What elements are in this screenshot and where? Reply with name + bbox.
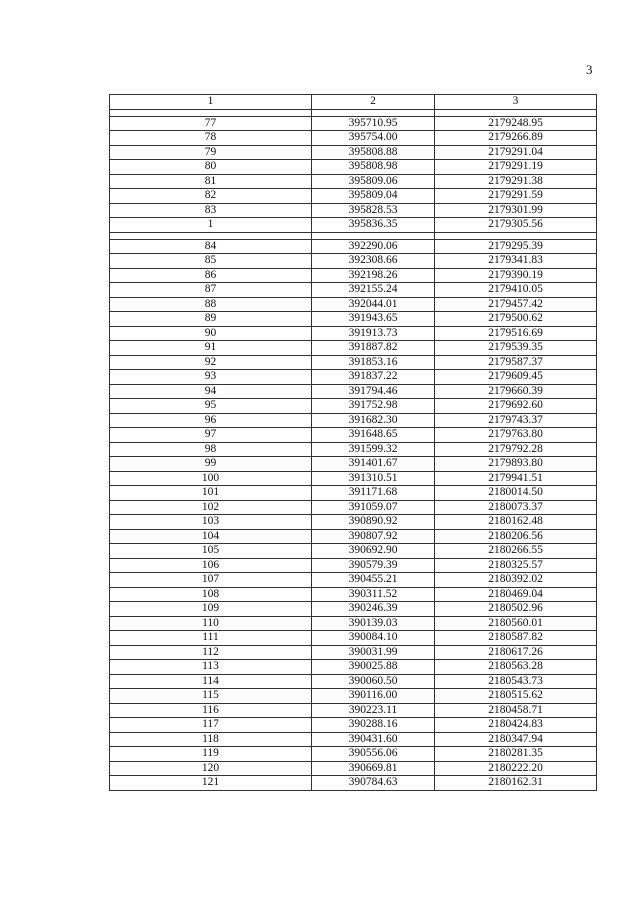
y-coordinate-cell: 2180587.82 <box>435 631 597 646</box>
point-number-cell: 120 <box>110 761 312 776</box>
separator-row <box>110 109 597 116</box>
table-row <box>110 616 597 631</box>
point-number-cell: 117 <box>110 718 312 733</box>
point-number-cell: 85 <box>110 254 312 269</box>
x-coordinate-cell: 391837.22 <box>312 370 435 385</box>
y-coordinate-cell: 2179341.83 <box>435 254 597 269</box>
separator-row <box>110 232 597 239</box>
point-number-cell: 84 <box>110 239 312 254</box>
point-number-cell: 96 <box>110 413 312 428</box>
table-row <box>110 732 597 747</box>
x-coordinate-cell: 395710.95 <box>312 116 435 131</box>
y-coordinate-cell: 2179291.59 <box>435 189 597 204</box>
y-coordinate-cell: 2179609.45 <box>435 370 597 385</box>
y-coordinate-cell: 2180266.55 <box>435 544 597 559</box>
table-row <box>110 544 597 559</box>
x-coordinate-cell: 395808.98 <box>312 160 435 175</box>
y-coordinate-cell: 2180206.56 <box>435 529 597 544</box>
table-row <box>110 254 597 269</box>
point-number-cell: 102 <box>110 500 312 515</box>
separator-cell <box>110 232 312 239</box>
x-coordinate-cell: 391853.16 <box>312 355 435 370</box>
table-row <box>110 776 597 791</box>
table-row <box>110 355 597 370</box>
x-coordinate-cell: 391059.07 <box>312 500 435 515</box>
column-header-y: 3 <box>435 95 597 110</box>
point-number-cell: 79 <box>110 145 312 160</box>
x-coordinate-cell: 391887.82 <box>312 341 435 356</box>
table-row <box>110 370 597 385</box>
column-header-point: 1 <box>110 95 312 110</box>
coordinates-table <box>109 94 597 791</box>
table-row <box>110 703 597 718</box>
table-row <box>110 631 597 646</box>
x-coordinate-cell: 390431.60 <box>312 732 435 747</box>
x-coordinate-cell: 390890.92 <box>312 515 435 530</box>
point-number-cell: 78 <box>110 131 312 146</box>
table-row <box>110 399 597 414</box>
point-number-cell: 115 <box>110 689 312 704</box>
y-coordinate-cell: 2180014.50 <box>435 486 597 501</box>
y-coordinate-cell: 2179587.37 <box>435 355 597 370</box>
y-coordinate-cell: 2180347.94 <box>435 732 597 747</box>
x-coordinate-cell: 390031.99 <box>312 645 435 660</box>
x-coordinate-cell: 390139.03 <box>312 616 435 631</box>
point-number-cell: 90 <box>110 326 312 341</box>
y-coordinate-cell: 2179266.89 <box>435 131 597 146</box>
point-number-cell: 91 <box>110 341 312 356</box>
point-number-cell: 86 <box>110 268 312 283</box>
y-coordinate-cell: 2179763.80 <box>435 428 597 443</box>
y-coordinate-cell: 2180325.57 <box>435 558 597 573</box>
table-row <box>110 515 597 530</box>
separator-cell <box>435 109 597 116</box>
y-coordinate-cell: 2180563.28 <box>435 660 597 675</box>
point-number-cell: 99 <box>110 457 312 472</box>
point-number-cell: 81 <box>110 174 312 189</box>
y-coordinate-cell: 2179291.19 <box>435 160 597 175</box>
y-coordinate-cell: 2180162.31 <box>435 776 597 791</box>
y-coordinate-cell: 2179291.04 <box>435 145 597 160</box>
x-coordinate-cell: 395754.00 <box>312 131 435 146</box>
x-coordinate-cell: 390455.21 <box>312 573 435 588</box>
y-coordinate-cell: 2179941.51 <box>435 471 597 486</box>
table-row <box>110 203 597 218</box>
point-number-cell: 82 <box>110 189 312 204</box>
point-number-cell: 113 <box>110 660 312 675</box>
point-number-cell: 106 <box>110 558 312 573</box>
table-row <box>110 297 597 312</box>
point-number-cell: 108 <box>110 587 312 602</box>
point-number-cell: 103 <box>110 515 312 530</box>
y-coordinate-cell: 2180617.26 <box>435 645 597 660</box>
y-coordinate-cell: 2179500.62 <box>435 312 597 327</box>
x-coordinate-cell: 390246.39 <box>312 602 435 617</box>
x-coordinate-cell: 390692.90 <box>312 544 435 559</box>
point-number-cell: 101 <box>110 486 312 501</box>
y-coordinate-cell: 2179291.38 <box>435 174 597 189</box>
point-number-cell: 88 <box>110 297 312 312</box>
separator-cell <box>435 232 597 239</box>
point-number-cell: 119 <box>110 747 312 762</box>
x-coordinate-cell: 391171.68 <box>312 486 435 501</box>
y-coordinate-cell: 2179295.39 <box>435 239 597 254</box>
y-coordinate-cell: 2180515.62 <box>435 689 597 704</box>
x-coordinate-cell: 391794.46 <box>312 384 435 399</box>
point-number-cell: 98 <box>110 442 312 457</box>
table-row <box>110 529 597 544</box>
y-coordinate-cell: 2179301.99 <box>435 203 597 218</box>
x-coordinate-cell: 392290.06 <box>312 239 435 254</box>
x-coordinate-cell: 392198.26 <box>312 268 435 283</box>
y-coordinate-cell: 2179390.19 <box>435 268 597 283</box>
table-row <box>110 747 597 762</box>
point-number-cell: 77 <box>110 116 312 131</box>
point-number-cell: 97 <box>110 428 312 443</box>
point-number-cell: 83 <box>110 203 312 218</box>
table-row <box>110 218 597 233</box>
x-coordinate-cell: 390223.11 <box>312 703 435 718</box>
x-coordinate-cell: 391752.98 <box>312 399 435 414</box>
table-row <box>110 602 597 617</box>
table-body <box>110 109 597 790</box>
table-row <box>110 718 597 733</box>
point-number-cell: 107 <box>110 573 312 588</box>
y-coordinate-cell: 2180502.96 <box>435 602 597 617</box>
table-row <box>110 761 597 776</box>
table-row <box>110 645 597 660</box>
x-coordinate-cell: 390060.50 <box>312 674 435 689</box>
x-coordinate-cell: 392044.01 <box>312 297 435 312</box>
point-number-cell: 94 <box>110 384 312 399</box>
table-row <box>110 341 597 356</box>
point-number-cell: 111 <box>110 631 312 646</box>
point-number-cell: 105 <box>110 544 312 559</box>
table-row <box>110 268 597 283</box>
y-coordinate-cell: 2180458.71 <box>435 703 597 718</box>
x-coordinate-cell: 395808.88 <box>312 145 435 160</box>
y-coordinate-cell: 2179792.28 <box>435 442 597 457</box>
table-row <box>110 174 597 189</box>
table-row <box>110 312 597 327</box>
x-coordinate-cell: 391682.30 <box>312 413 435 428</box>
table-row <box>110 189 597 204</box>
y-coordinate-cell: 2179539.35 <box>435 341 597 356</box>
y-coordinate-cell: 2179457.42 <box>435 297 597 312</box>
point-number-cell: 100 <box>110 471 312 486</box>
x-coordinate-cell: 390288.16 <box>312 718 435 733</box>
x-coordinate-cell: 390025.88 <box>312 660 435 675</box>
table-row <box>110 660 597 675</box>
table-row <box>110 689 597 704</box>
table-row <box>110 442 597 457</box>
x-coordinate-cell: 390784.63 <box>312 776 435 791</box>
x-coordinate-cell: 390807.92 <box>312 529 435 544</box>
x-coordinate-cell: 390579.39 <box>312 558 435 573</box>
column-header-x: 2 <box>312 95 435 110</box>
table-row <box>110 239 597 254</box>
y-coordinate-cell: 2179743.37 <box>435 413 597 428</box>
x-coordinate-cell: 390669.81 <box>312 761 435 776</box>
x-coordinate-cell: 392308.66 <box>312 254 435 269</box>
separator-cell <box>110 109 312 116</box>
y-coordinate-cell: 2180469.04 <box>435 587 597 602</box>
point-number-cell: 110 <box>110 616 312 631</box>
x-coordinate-cell: 392155.24 <box>312 283 435 298</box>
x-coordinate-cell: 395836.35 <box>312 218 435 233</box>
point-number-cell: 80 <box>110 160 312 175</box>
table-row <box>110 471 597 486</box>
table-row <box>110 413 597 428</box>
point-number-cell: 93 <box>110 370 312 385</box>
table-row <box>110 326 597 341</box>
y-coordinate-cell: 2179893.80 <box>435 457 597 472</box>
point-number-cell: 118 <box>110 732 312 747</box>
table-row <box>110 500 597 515</box>
x-coordinate-cell: 391310.51 <box>312 471 435 486</box>
table-row <box>110 145 597 160</box>
y-coordinate-cell: 2180424.83 <box>435 718 597 733</box>
x-coordinate-cell: 390556.06 <box>312 747 435 762</box>
table-row <box>110 587 597 602</box>
page-number: 3 <box>586 62 593 77</box>
table-row <box>110 384 597 399</box>
table-row <box>110 160 597 175</box>
point-number-cell: 89 <box>110 312 312 327</box>
x-coordinate-cell: 390311.52 <box>312 587 435 602</box>
y-coordinate-cell: 2179660.39 <box>435 384 597 399</box>
table-row <box>110 116 597 131</box>
x-coordinate-cell: 391913.73 <box>312 326 435 341</box>
y-coordinate-cell: 2179410.05 <box>435 283 597 298</box>
y-coordinate-cell: 2179248.95 <box>435 116 597 131</box>
point-number-cell: 92 <box>110 355 312 370</box>
table-row <box>110 558 597 573</box>
point-number-cell: 1 <box>110 218 312 233</box>
point-number-cell: 104 <box>110 529 312 544</box>
table-row <box>110 131 597 146</box>
x-coordinate-cell: 395809.04 <box>312 189 435 204</box>
separator-cell <box>312 109 435 116</box>
y-coordinate-cell: 2179305.56 <box>435 218 597 233</box>
point-number-cell: 121 <box>110 776 312 791</box>
y-coordinate-cell: 2180392.02 <box>435 573 597 588</box>
table-row <box>110 428 597 443</box>
x-coordinate-cell: 390116.00 <box>312 689 435 704</box>
x-coordinate-cell: 391401.67 <box>312 457 435 472</box>
x-coordinate-cell: 391648.65 <box>312 428 435 443</box>
table-row <box>110 674 597 689</box>
y-coordinate-cell: 2180281.35 <box>435 747 597 762</box>
point-number-cell: 109 <box>110 602 312 617</box>
point-number-cell: 112 <box>110 645 312 660</box>
y-coordinate-cell: 2180073.37 <box>435 500 597 515</box>
y-coordinate-cell: 2180222.20 <box>435 761 597 776</box>
point-number-cell: 116 <box>110 703 312 718</box>
y-coordinate-cell: 2180543.73 <box>435 674 597 689</box>
x-coordinate-cell: 391599.32 <box>312 442 435 457</box>
x-coordinate-cell: 390084.10 <box>312 631 435 646</box>
point-number-cell: 95 <box>110 399 312 414</box>
x-coordinate-cell: 395809.06 <box>312 174 435 189</box>
x-coordinate-cell: 391943.65 <box>312 312 435 327</box>
table-row <box>110 283 597 298</box>
table-header-row <box>110 95 597 110</box>
y-coordinate-cell: 2179692.60 <box>435 399 597 414</box>
point-number-cell: 87 <box>110 283 312 298</box>
x-coordinate-cell: 395828.53 <box>312 203 435 218</box>
table-row <box>110 457 597 472</box>
separator-cell <box>312 232 435 239</box>
table-row <box>110 486 597 501</box>
point-number-cell: 114 <box>110 674 312 689</box>
table-row <box>110 573 597 588</box>
y-coordinate-cell: 2180162.48 <box>435 515 597 530</box>
y-coordinate-cell: 2180560.01 <box>435 616 597 631</box>
y-coordinate-cell: 2179516.69 <box>435 326 597 341</box>
